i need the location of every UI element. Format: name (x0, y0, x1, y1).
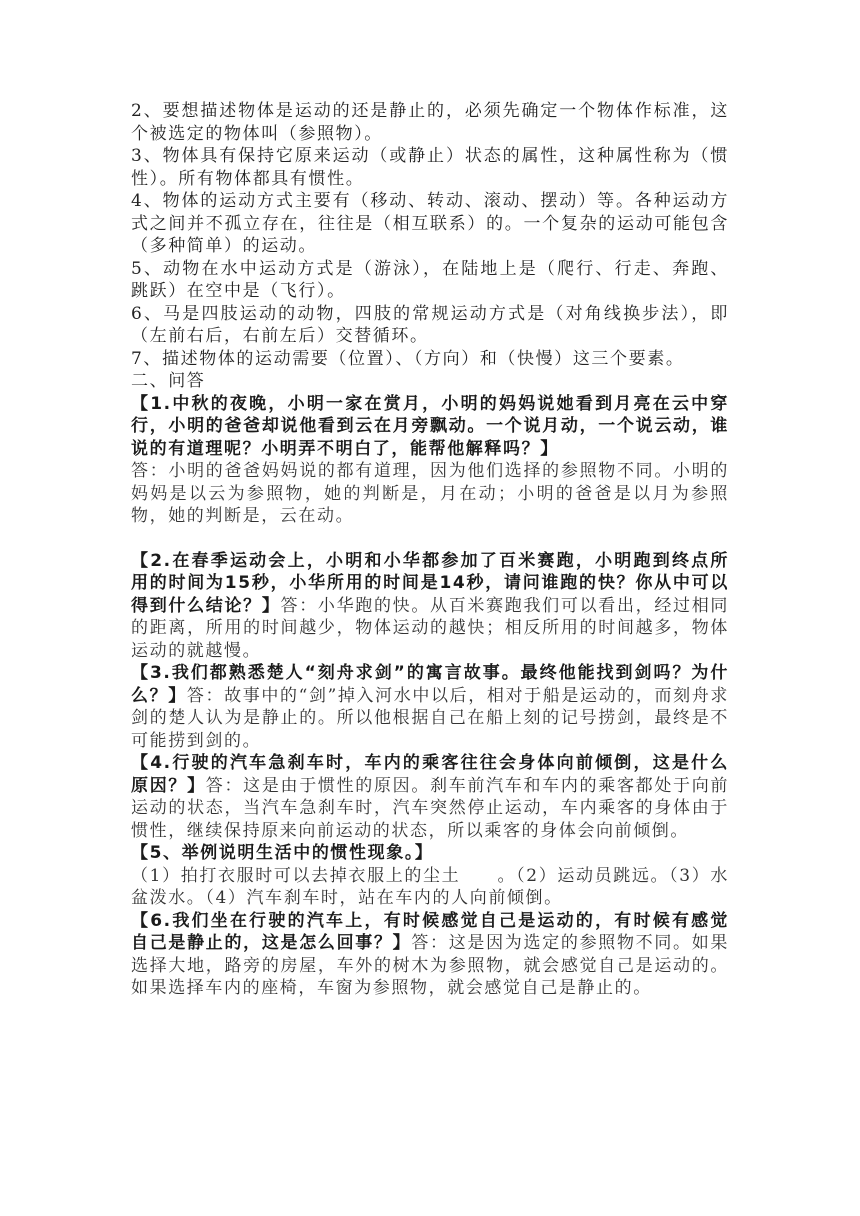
qa-item-6 (131, 910, 729, 1000)
question-4: 【4.行驶的汽车急刹车时，车内的乘客往往会身体向前倾倒，这是什么原因？】 (131, 753, 729, 796)
section-heading: 二、问答 (131, 371, 206, 391)
answer-2: 答：小华跑的快。从百米赛跑我们可以看出，经过相同的距离，所用的时间越少，物体运动的越快；相反所用的时间越多，物体运动的就越慢。 (131, 595, 729, 661)
question-2: 【2.在春季运动会上，小明和小华都参加了百米赛跑，小明跑到终点所用的时间为15秒，小华所用的时间是14秒，请问谁跑的快？你从中可以得到什么结论？】 (131, 550, 729, 616)
answer-5: （1）拍打衣服时可以去掉衣服上的尘土 。（2）运动员跳远。（3）水盆泼水。（4）汽车刹车时，站在车内的人向前倾倒。 (131, 865, 729, 908)
fill-in-item-5: 5、动物在水中运动方式是（游泳），在陆地上是（爬行、行走、奔跑、跳跃）在空中是（飞行）。 (131, 258, 729, 301)
answer-6: 答：这是因为选定的参照物不同。如果选择大地，路旁的房屋，车外的树木为参照物，就会感觉自己是运动的。如果选择车内的座椅，车窗为参照物，就会感觉自己是静止的。 (131, 933, 730, 998)
fill-in-item-3: 3、物体具有保持它原来运动（或静止）状态的属性，这种属性称为（惯性）。所有物体都具有惯性。 (131, 146, 729, 189)
answer-4: 答：这是由于惯性的原因。刹车前汽车和车内的乘客都处于向前运动的状态，当汽车急刹车时，汽车突然停止运动，车内乘客的身体由于惯性，继续保持原来向前运动的状态，所以乘客的身体会向前倾倒。 (131, 775, 729, 841)
qa-item-3 (131, 662, 729, 752)
qa-item-4 (131, 752, 729, 842)
qa-item-5 (131, 842, 729, 910)
qa-item-2 (131, 550, 729, 663)
question-3: 【3.我们都熟悉楚人“刻舟求剑”的寓言故事。最终他能找到剑吗？为什么？】 (131, 663, 729, 706)
question-6: 【6.我们坐在行驶的汽车上，有时候感觉自己是运动的，有时候有感觉自己是静止的，这是怎么回事？】 (131, 910, 729, 953)
fill-in-item-6: 6、马是四肢运动的动物，四肢的常规运动方式是（对角线换步法），即（左前右后，右前左后）交替循环。 (131, 303, 729, 346)
fill-in-item-7: 7、描述物体的运动需要（位置）、（方向）和（快慢）这三个要素。 (131, 348, 685, 369)
document-body (131, 100, 729, 1000)
question-5: 【5、举例说明生活中的惯性现象。】 (131, 843, 434, 863)
question-1: 【1.中秋的夜晚，小明一家在赏月，小明的妈妈说她看到月亮在云中穿行，小明的爸爸却说他看到云在月旁飘动。一个说月动，一个说云动，谁说的有道理呢？小明弄不明白了，能帮他解释吗？】 (131, 393, 729, 459)
fill-in-item-2: 2、要想描述物体是运动的还是静止的，必须先确定一个物体作标准，这个被选定的物体叫（参照物）。 (131, 101, 729, 144)
qa-item-1 (131, 393, 729, 528)
answer-1: 答：小明的爸爸妈妈说的都有道理，因为他们选择的参照物不同。小明的妈妈是以云为参照物，她的判断是，月在动；小明的爸爸是以月为参照物，她的判断是，云在动。 (131, 461, 729, 526)
fill-in-item-4: 4、物体的运动方式主要有（移动、转动、滚动、摆动）等。各种运动方式之间并不孤立存在，往往是（相互联系）的。一个复杂的运动可能包含（多种简单）的运动。 (131, 191, 729, 256)
answer-3: 答：故事中的“剑”掉入河水中以后，相对于船是运动的，而刻舟求剑的楚人认为是静止的。所以他根据自己在船上刻的记号捞剑，最终是不可能捞到剑的。 (131, 685, 729, 751)
blank-line (131, 528, 729, 550)
